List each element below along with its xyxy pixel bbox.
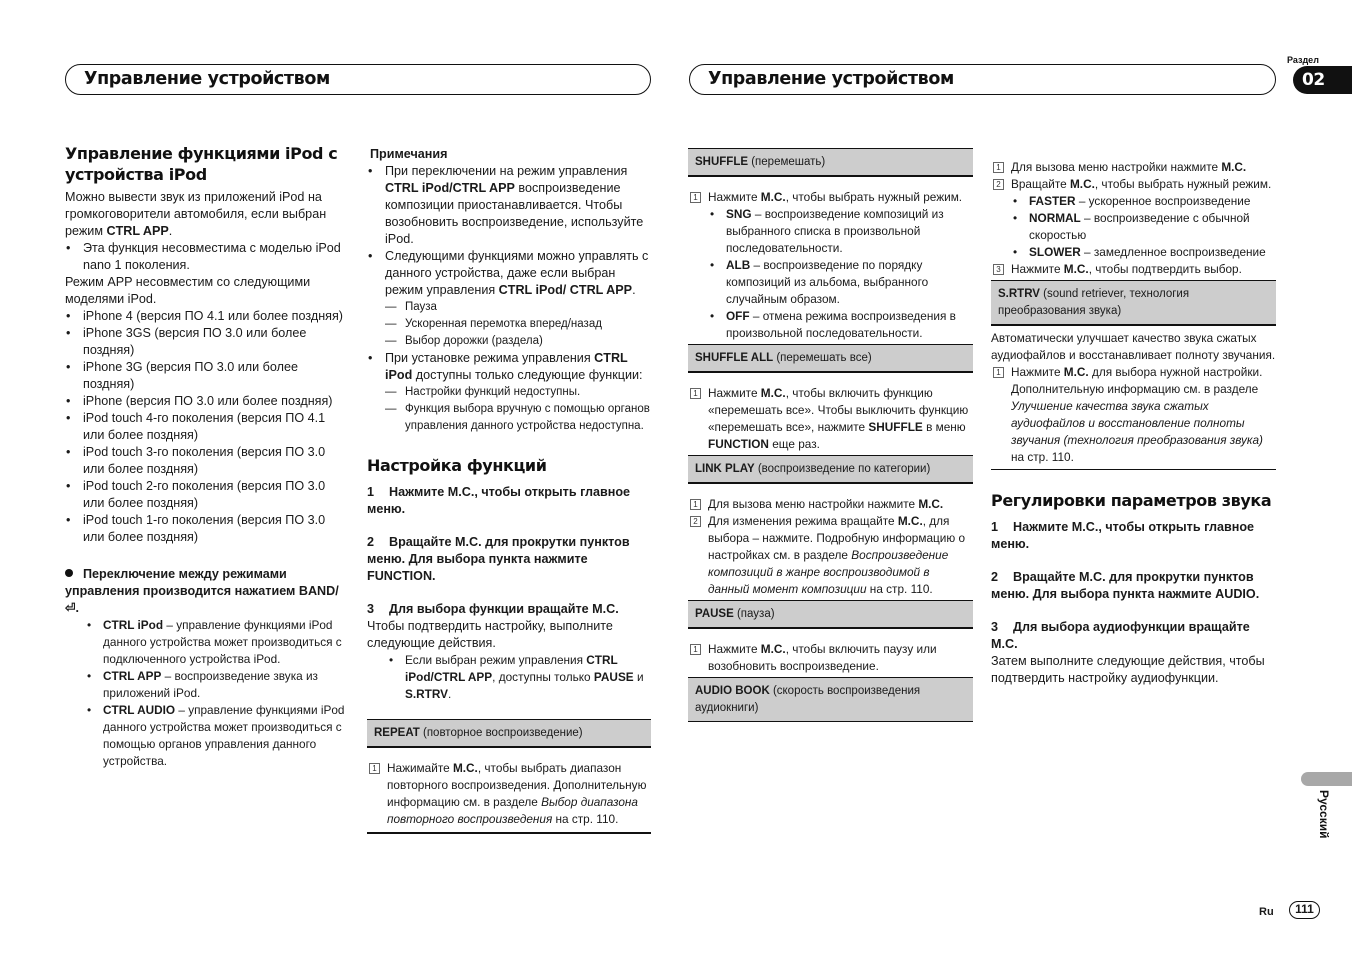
repeat-step-1: 1 Нажимайте M.C., чтобы выбрать диапазон повторного воспроизведения. Дополнительную информацию см. в разделе Выбор диапазона повторного воспроизведения на стр. 110. bbox=[367, 760, 651, 828]
list-item: • Эта функция несовместима с моделью iPod nano 1 поколения. bbox=[65, 240, 350, 274]
list-item: • iPod touch 2-го поколения (версия ПО 3.0 или более поздняя) bbox=[65, 478, 350, 512]
repeat-bar: REPEAT (повторное воспроизведение) bbox=[367, 719, 651, 748]
pause-bar: PAUSE (пауза) bbox=[688, 600, 973, 629]
section-label: Раздел bbox=[1287, 55, 1319, 65]
link-play-step-2: 2 Для изменения режима вращайте M.C., для выбора – нажмите. Подробную информацию о настройках см. в разделе Воспроизведение композиций в жанре воспроизводимой в данный момент композиции на стр. 110. bbox=[688, 513, 973, 598]
notes-list bbox=[367, 163, 651, 299]
link-play-bar: LINK PLAY (воспроизведение по категории) bbox=[688, 455, 973, 484]
control-modes-list bbox=[65, 617, 350, 770]
audio-book-step-2: 2 Вращайте M.C., чтобы выбрать нужный режим. bbox=[991, 176, 1276, 193]
switch-mode-heading: Переключение между режимами управления производится нажатием BAND/⏎. bbox=[65, 567, 339, 615]
header-title-right: Управление устройством bbox=[708, 69, 954, 89]
incompat-intro: Режим APP несовместим со следующими моделями iPod. bbox=[65, 275, 311, 306]
step-3: 3 Для выбора функции вращайте M.C. bbox=[367, 602, 619, 616]
shuffle-step-1: 1 Нажмите M.C., чтобы выбрать нужный режим. bbox=[688, 189, 973, 206]
step-number-box-icon: 1 bbox=[993, 367, 1004, 378]
shuffle-all-step-1: 1 Нажмите M.C., чтобы включить функцию «перемешать все». Чтобы выключить функцию «перемешать все», нажмите SHUFFLE в меню FUNCTION еще раз. bbox=[688, 385, 973, 453]
section-heading-sound-settings: Регулировки параметров звука bbox=[991, 491, 1272, 510]
page-header-left bbox=[65, 64, 651, 95]
column-audiobook-srtrv-sound bbox=[991, 159, 1276, 687]
shuffle-all-steps bbox=[688, 385, 973, 455]
language-tab-marker bbox=[1301, 772, 1352, 786]
step-number-box-icon: 1 bbox=[690, 644, 701, 655]
step-number-box-icon: 1 bbox=[690, 499, 701, 510]
list-item: • SNG – воспроизведение композиций из выбранного списка в произвольной последовательности. bbox=[688, 206, 973, 257]
section-number-tab: 02 bbox=[1293, 66, 1352, 94]
list-item: — Выбор дорожки (раздела) bbox=[385, 333, 651, 350]
speed-options-list bbox=[991, 193, 1276, 261]
note-item: • При установке режима управления CTRL iPod доступны только следующие функции: bbox=[367, 350, 651, 384]
column-ipod-control bbox=[65, 143, 350, 770]
list-item: • CTRL iPod – управление функциями iPod данного устройства может производиться с подключенного устройства iPod. bbox=[65, 617, 350, 668]
step-3-bullets bbox=[367, 652, 651, 703]
bullet-dot-icon bbox=[65, 569, 73, 577]
page-number: 111 bbox=[1289, 901, 1320, 919]
list-item: • iPhone 3G (версия ПО 3.0 или более поздняя) bbox=[65, 359, 350, 393]
link-play-step-1: 1 Для вызова меню настройки нажмите M.C. bbox=[688, 496, 973, 513]
list-item: • ALB – воспроизведение по порядку композиций из альбома, выбранного случайным образом. bbox=[688, 257, 973, 308]
audio-book-steps-cont bbox=[991, 261, 1276, 280]
step-2: 2 Вращайте M.C. для прокрутки пунктов меню. Для выбора пункта нажмите AUDIO. bbox=[991, 570, 1260, 601]
note3-sublist bbox=[367, 384, 651, 435]
shuffle-steps bbox=[688, 189, 973, 206]
step-2: 2 Вращайте M.C. для прокрутки пунктов меню. Для выбора пункта нажмите FUNCTION. bbox=[367, 535, 630, 583]
list-item: • CTRL AUDIO – управление функциями iPod данного устройства может производиться с помощью органов управления данного устройства. bbox=[65, 702, 350, 770]
column-notes-functions bbox=[367, 146, 651, 834]
pause-step-1: 1 Нажмите M.C., чтобы включить паузу или возобновить воспроизведение. bbox=[688, 641, 973, 675]
step-3-body: Чтобы подтвердить настройку, выполните следующие действия. bbox=[367, 619, 613, 650]
column-shuffle-options bbox=[688, 148, 973, 722]
step-number-box-icon: 2 bbox=[690, 516, 701, 527]
step-number-box-icon: 3 bbox=[993, 264, 1004, 275]
step-number-box-icon: 1 bbox=[690, 192, 701, 203]
nano-note-list bbox=[65, 240, 350, 274]
list-item: • iPod touch 4-го поколения (версия ПО 4.1 или более поздняя) bbox=[65, 410, 350, 444]
repeat-steps bbox=[367, 760, 651, 834]
incompatible-models-list bbox=[65, 308, 350, 546]
list-item: • iPhone 3GS (версия ПО 3.0 или более поздняя) bbox=[65, 325, 350, 359]
language-code: Ru bbox=[1259, 906, 1274, 918]
step-1: 1 Нажмите M.C., чтобы открыть главное меню. bbox=[367, 485, 631, 516]
list-item: • iPhone 4 (версия ПО 4.1 или более поздняя) bbox=[65, 308, 350, 325]
list-item: — Ускоренная перемотка вперед/назад bbox=[385, 316, 651, 333]
section-heading-ipod-control: Управление функциями iPod с устройства iPod bbox=[65, 144, 338, 184]
notes-title: Примечания bbox=[370, 147, 448, 161]
list-item: • Если выбран режим управления CTRL iPod/CTRL APP, доступны только PAUSE и S.RTRV. bbox=[367, 652, 651, 703]
language-tab-label: Русский bbox=[1317, 790, 1331, 839]
list-item: • CTRL APP – воспроизведение звука из приложений iPod. bbox=[65, 668, 350, 702]
srtrv-body bbox=[991, 330, 1276, 470]
list-item: • iPhone (версия ПО 3.0 или более поздняя) bbox=[65, 393, 350, 410]
list-item: • iPod touch 1-го поколения (версия ПО 3.0 или более поздняя) bbox=[65, 512, 350, 546]
list-item: — Пауза bbox=[385, 299, 651, 316]
shuffle-bar: SHUFFLE (перемешать) bbox=[688, 148, 973, 177]
shuffle-modes-list bbox=[688, 206, 973, 344]
list-item: • OFF – отмена режима воспроизведения в произвольной последовательности. bbox=[688, 308, 973, 342]
link-play-steps bbox=[688, 496, 973, 600]
step-number-box-icon: 1 bbox=[993, 162, 1004, 173]
srtrv-description: Автоматически улучшает качество звука сжатых аудиофайлов и восстанавливает полноту звучания. bbox=[991, 331, 1276, 362]
srtrv-steps bbox=[991, 364, 1276, 466]
audio-book-step-3: 3 Нажмите M.C., чтобы подтвердить выбор. bbox=[991, 261, 1276, 278]
srtrv-bar: S.RTRV (sound retriever, технология преобразования звука) bbox=[991, 280, 1276, 326]
step-number-box-icon: 1 bbox=[369, 763, 380, 774]
audio-book-step-1: 1 Для вызова меню настройки нажмите M.C. bbox=[991, 159, 1276, 176]
pause-steps bbox=[688, 641, 973, 677]
intro-paragraph: Можно вывести звук из приложений iPod на громкоговорители автомобиля, если выбран режим CTRL APP. bbox=[65, 190, 327, 238]
list-item: • SLOWER – замедленное воспроизведение bbox=[991, 244, 1276, 261]
step-3-body: Затем выполните следующие действия, чтобы подтвердить настройку аудиофункции. bbox=[991, 654, 1265, 685]
list-item: • NORMAL – воспроизведение с обычной скоростью bbox=[991, 210, 1276, 244]
srtrv-step-1: 1 Нажмите M.C. для выбора нужной настройки. Дополнительную информацию см. в разделе Улучшение качества звука сжатых аудиофайлов и восстановление полноты звучания (технология преобразования звука) на стр. 110. bbox=[991, 364, 1276, 466]
notes-list-cont bbox=[367, 350, 651, 384]
list-item: — Настройки функций недоступны. bbox=[385, 384, 651, 401]
section-heading-function-settings: Настройка функций bbox=[367, 456, 547, 475]
note-item: • Следующими функциями можно управлять с данного устройства, даже если выбран режим управления CTRL iPod/ CTRL APP. bbox=[367, 248, 651, 299]
shuffle-all-bar: SHUFFLE ALL (перемешать все) bbox=[688, 344, 973, 373]
list-item: — Функция выбора вручную с помощью органов управления данного устройства недоступна. bbox=[385, 401, 651, 435]
page-header-right bbox=[689, 64, 1276, 95]
list-item: • FASTER – ускоренное воспроизведение bbox=[991, 193, 1276, 210]
header-title-left: Управление устройством bbox=[84, 69, 330, 89]
step-3: 3 Для выбора аудиофункции вращайте M.C. bbox=[991, 620, 1250, 651]
step-number-box-icon: 1 bbox=[690, 388, 701, 399]
list-item: • iPod touch 3-го поколения (версия ПО 3.0 или более поздняя) bbox=[65, 444, 350, 478]
step-1: 1 Нажмите M.C., чтобы открыть главное меню. bbox=[991, 520, 1255, 551]
note-item: • При переключении на режим управления CTRL iPod/CTRL APP воспроизведение композиции приостанавливается. Чтобы возобновить воспроизведение, используйте iPod. bbox=[367, 163, 651, 248]
note2-sublist bbox=[367, 299, 651, 350]
audio-book-steps bbox=[991, 159, 1276, 193]
step-number-box-icon: 2 bbox=[993, 179, 1004, 190]
audio-book-bar: AUDIO BOOK (скорость воспроизведения аудиокниги) bbox=[688, 677, 973, 722]
